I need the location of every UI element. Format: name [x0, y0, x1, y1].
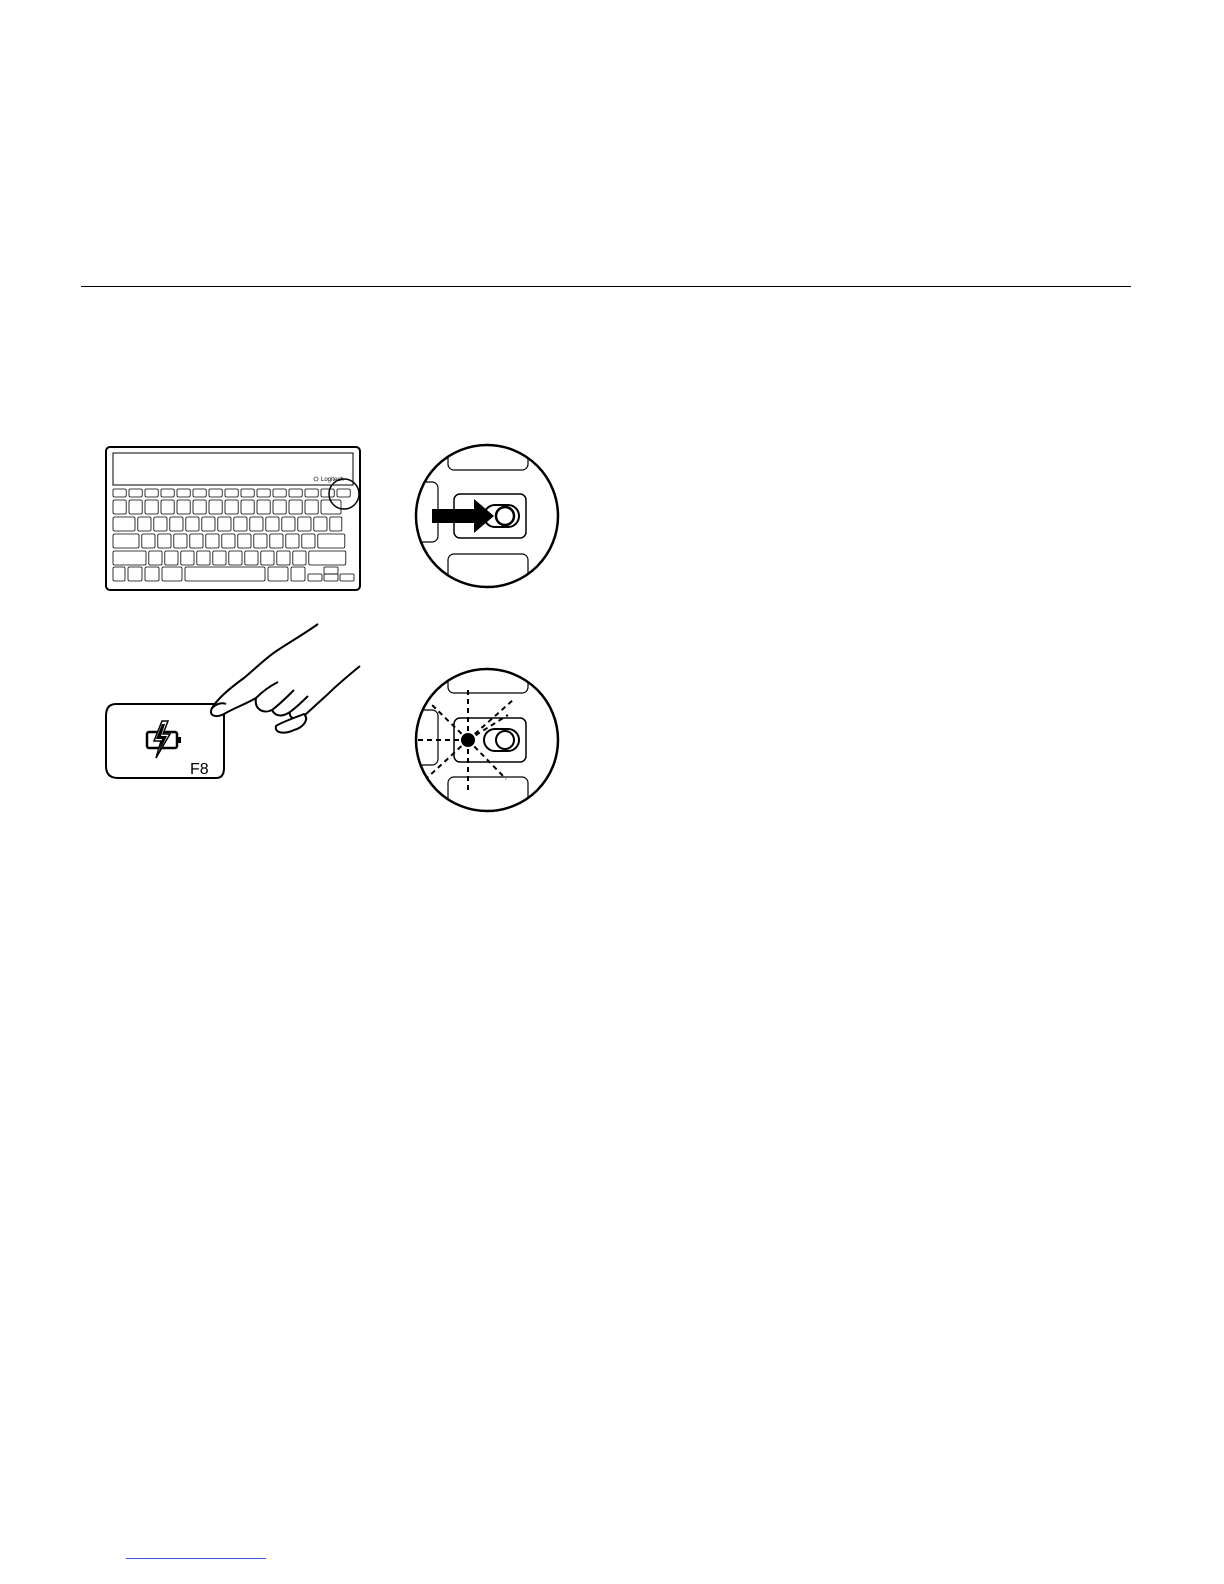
- status-light-zoom-illustration: [408, 665, 562, 815]
- section-divider: [81, 286, 1131, 287]
- power-switch-icon-on: [484, 729, 519, 751]
- arrow-right-icon: [432, 499, 494, 533]
- f8-key-press-illustration: [104, 620, 366, 780]
- keyboard-illustration: [104, 445, 366, 593]
- power-switch-zoom-illustration: [408, 442, 562, 592]
- footer-link-underline[interactable]: [126, 1558, 266, 1559]
- pointing-hand-icon: [211, 624, 360, 733]
- brand-label: Logitech: [321, 477, 344, 483]
- f8-key-label: F8: [190, 761, 209, 778]
